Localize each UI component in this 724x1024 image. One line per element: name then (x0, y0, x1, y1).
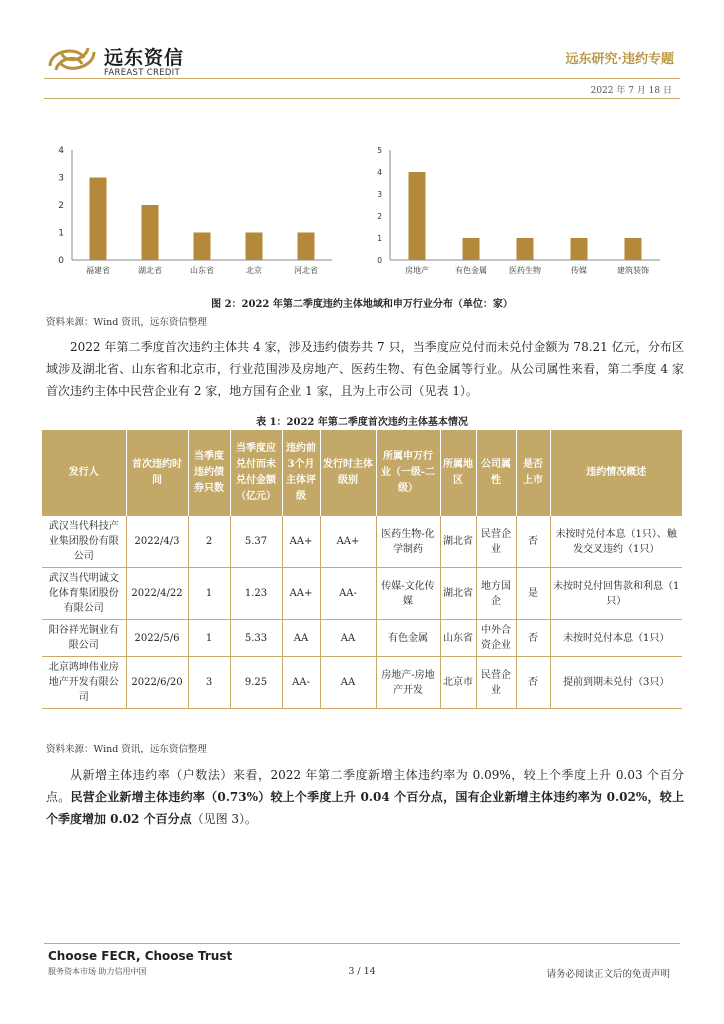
default-entities-table (42, 430, 682, 709)
bar (194, 233, 211, 261)
report-date: 2022 年 7 月 18 日 (590, 86, 672, 96)
y-tick-label: 5 (377, 146, 382, 155)
y-tick-label: 2 (377, 212, 382, 221)
brand-name-cn: 远东资信 (104, 47, 185, 69)
table-cell: 5.37 (230, 516, 282, 568)
region-bar-chart-svg (50, 140, 340, 280)
header-divider-2 (44, 98, 680, 99)
table-row (42, 516, 682, 568)
x-tick-label: 福建省 (86, 266, 110, 275)
x-tick-label: 医药生物 (509, 266, 541, 275)
table-cell: 提前到期未兑付（3只） (550, 657, 682, 709)
table-header-cell: 违约前3个月主体评级 (282, 430, 320, 516)
y-tick-label: 1 (377, 234, 382, 243)
table-cell: 2022/4/22 (126, 568, 188, 620)
table-cell: AA+ (282, 568, 320, 620)
footer-motto: 服务资本市场 助力信用中国 (48, 967, 147, 976)
table-cell: AA- (282, 657, 320, 709)
table-cell: 9.25 (230, 657, 282, 709)
bar (463, 238, 480, 260)
table-header-cell: 发行时主体级别 (320, 430, 376, 516)
y-tick-label: 3 (377, 190, 382, 199)
table-cell: AA+ (282, 516, 320, 568)
y-tick-label: 0 (377, 256, 382, 265)
table-cell: 否 (516, 620, 550, 657)
table-source: 资料来源：Wind 资讯，远东资信整理 (46, 744, 207, 755)
y-tick-label: 1 (58, 228, 64, 239)
brand-name-en: FAREAST CREDIT (104, 68, 180, 78)
y-tick-label: 0 (58, 256, 64, 266)
x-tick-label: 湖北省 (138, 266, 162, 275)
table-cell: 山东省 (440, 620, 476, 657)
table-header-cell: 所属地区 (440, 430, 476, 516)
footer-slogan: Choose FECR, Choose Trust (48, 949, 233, 963)
table-cell: 北京鸿坤伟业房地产开发有限公司 (42, 657, 126, 709)
paragraph-2-bold: 民营企业新增主体违约率（0.73%）较上个季度上升 0.04 个百分点，国有企业新增主体违约率为 0.02%，较上个季度增加 0.02 个百分点 (46, 790, 684, 826)
table-cell: 2022/5/6 (126, 620, 188, 657)
table-cell: 有色金属 (376, 620, 440, 657)
table-cell: 房地产-房地产开发 (376, 657, 440, 709)
fareast-logo-icon (44, 40, 102, 80)
industry-bar-chart-svg (368, 140, 668, 280)
y-tick-label: 4 (58, 146, 64, 156)
table-cell: 民营企业 (476, 516, 516, 568)
table-cell: 是 (516, 568, 550, 620)
x-tick-label: 北京 (246, 266, 262, 275)
paragraph-2-text (46, 764, 684, 830)
table-cell: 1 (188, 620, 230, 657)
table-row (42, 657, 682, 709)
paragraph-2 (46, 764, 684, 830)
table-cell: 中外合资企业 (476, 620, 516, 657)
table-cell: 地方国企 (476, 568, 516, 620)
bar (517, 238, 534, 260)
table-cell: 未按时兑付回售款和利息（1只） (550, 568, 682, 620)
figure-source: 资料来源：Wind 资讯，远东资信整理 (46, 317, 207, 328)
table-cell: 2022/6/20 (126, 657, 188, 709)
table-cell: 2022/4/3 (126, 516, 188, 568)
x-tick-label: 建筑装饰 (617, 266, 649, 275)
y-tick-label: 3 (58, 173, 64, 184)
table-cell: 湖北省 (440, 568, 476, 620)
table-cell: AA (320, 620, 376, 657)
x-tick-label: 传媒 (571, 266, 587, 275)
bar (90, 178, 107, 261)
table-cell: 传媒-文化传媒 (376, 568, 440, 620)
table-header-cell: 违约情况概述 (550, 430, 682, 516)
x-tick-label: 山东省 (190, 266, 214, 275)
table-cell: 北京市 (440, 657, 476, 709)
footer-disclaimer: 请务必阅读正文后的免责声明 (546, 969, 670, 980)
x-tick-label: 房地产 (405, 266, 429, 275)
paragraph-2-tail: （见图 3）。 (191, 812, 258, 826)
footer-divider (44, 943, 680, 944)
table-cell: AA (320, 657, 376, 709)
bar (246, 233, 263, 261)
table-header-cell: 发行人 (42, 430, 126, 516)
table-cell: 武汉当代明诚文化体育集团股份有限公司 (42, 568, 126, 620)
table-cell: AA+ (320, 516, 376, 568)
x-tick-label: 有色金属 (455, 266, 487, 275)
table-header-cell: 公司属性 (476, 430, 516, 516)
table-header-cell: 当季度应兑付而未兑付金额（亿元） (230, 430, 282, 516)
table-cell: 3 (188, 657, 230, 709)
table-cell: 1 (188, 568, 230, 620)
y-tick-label: 4 (377, 168, 382, 177)
table-header-row (42, 430, 682, 516)
region-bar-chart (50, 140, 340, 284)
table-header-cell: 是否上市 (516, 430, 550, 516)
table-body (42, 516, 682, 709)
bar (298, 233, 315, 261)
bar (409, 172, 426, 260)
figure-caption: 图 2：2022 年第二季度违约主体地域和申万行业分布（单位：家） (211, 299, 513, 310)
y-tick-label: 2 (58, 201, 64, 211)
table-row (42, 620, 682, 657)
bar (571, 238, 588, 260)
table-caption: 表 1：2022 年第二季度首次违约主体基本情况 (256, 417, 468, 428)
table-cell: AA (282, 620, 320, 657)
bar (142, 205, 159, 260)
table-header-cell: 当季度违约债券只数 (188, 430, 230, 516)
paragraph-2-normal: 从新增主体违约率（户数法）来看，2022 年第二季度新增主体违约率为 0.09%，较上个季度上升 0.03 个百分点。 (46, 768, 684, 804)
table-cell: 未按时兑付本息（1只）、触发交叉违约（1只） (550, 516, 682, 568)
table-cell: 医药生物-化学制药 (376, 516, 440, 568)
industry-bar-chart (368, 140, 668, 284)
table-cell: 武汉当代科技产业集团股份有限公司 (42, 516, 126, 568)
table-header-cell: 首次违约时间 (126, 430, 188, 516)
table-cell: 否 (516, 516, 550, 568)
table-cell: 阳谷祥光铜业有限公司 (42, 620, 126, 657)
table-header-cell: 所属申万行业（一级-二级） (376, 430, 440, 516)
x-tick-label: 河北省 (294, 266, 318, 275)
report-series: 远东研究·违约专题 (565, 52, 674, 67)
table-cell: 5.33 (230, 620, 282, 657)
table-cell: 未按时兑付本息（1只） (550, 620, 682, 657)
table-cell: 1.23 (230, 568, 282, 620)
table-cell: 2 (188, 516, 230, 568)
table-cell: 否 (516, 657, 550, 709)
bar (625, 238, 642, 260)
header-divider (44, 78, 680, 79)
paragraph-1-text: 2022 年第二季度首次违约主体共 4 家，涉及违约债券共 7 只，当季度应兑付而未兑付金额为 78.21 亿元，分布区域涉及湖北省、山东省和北京市，行业范围涉及房地产、医药生物、有色金属等行业。从公司属性来看，第二季度 4 家首次违约主体中民营企业有 2 家，地方国有企业 1 家，且为上市公司（见表 1）。 (46, 340, 684, 398)
table-cell: 湖北省 (440, 516, 476, 568)
page-number: 3 / 14 (348, 966, 376, 977)
paragraph-1 (46, 336, 684, 402)
table-row (42, 568, 682, 620)
table-cell: 民营企业 (476, 657, 516, 709)
table-cell: AA- (320, 568, 376, 620)
